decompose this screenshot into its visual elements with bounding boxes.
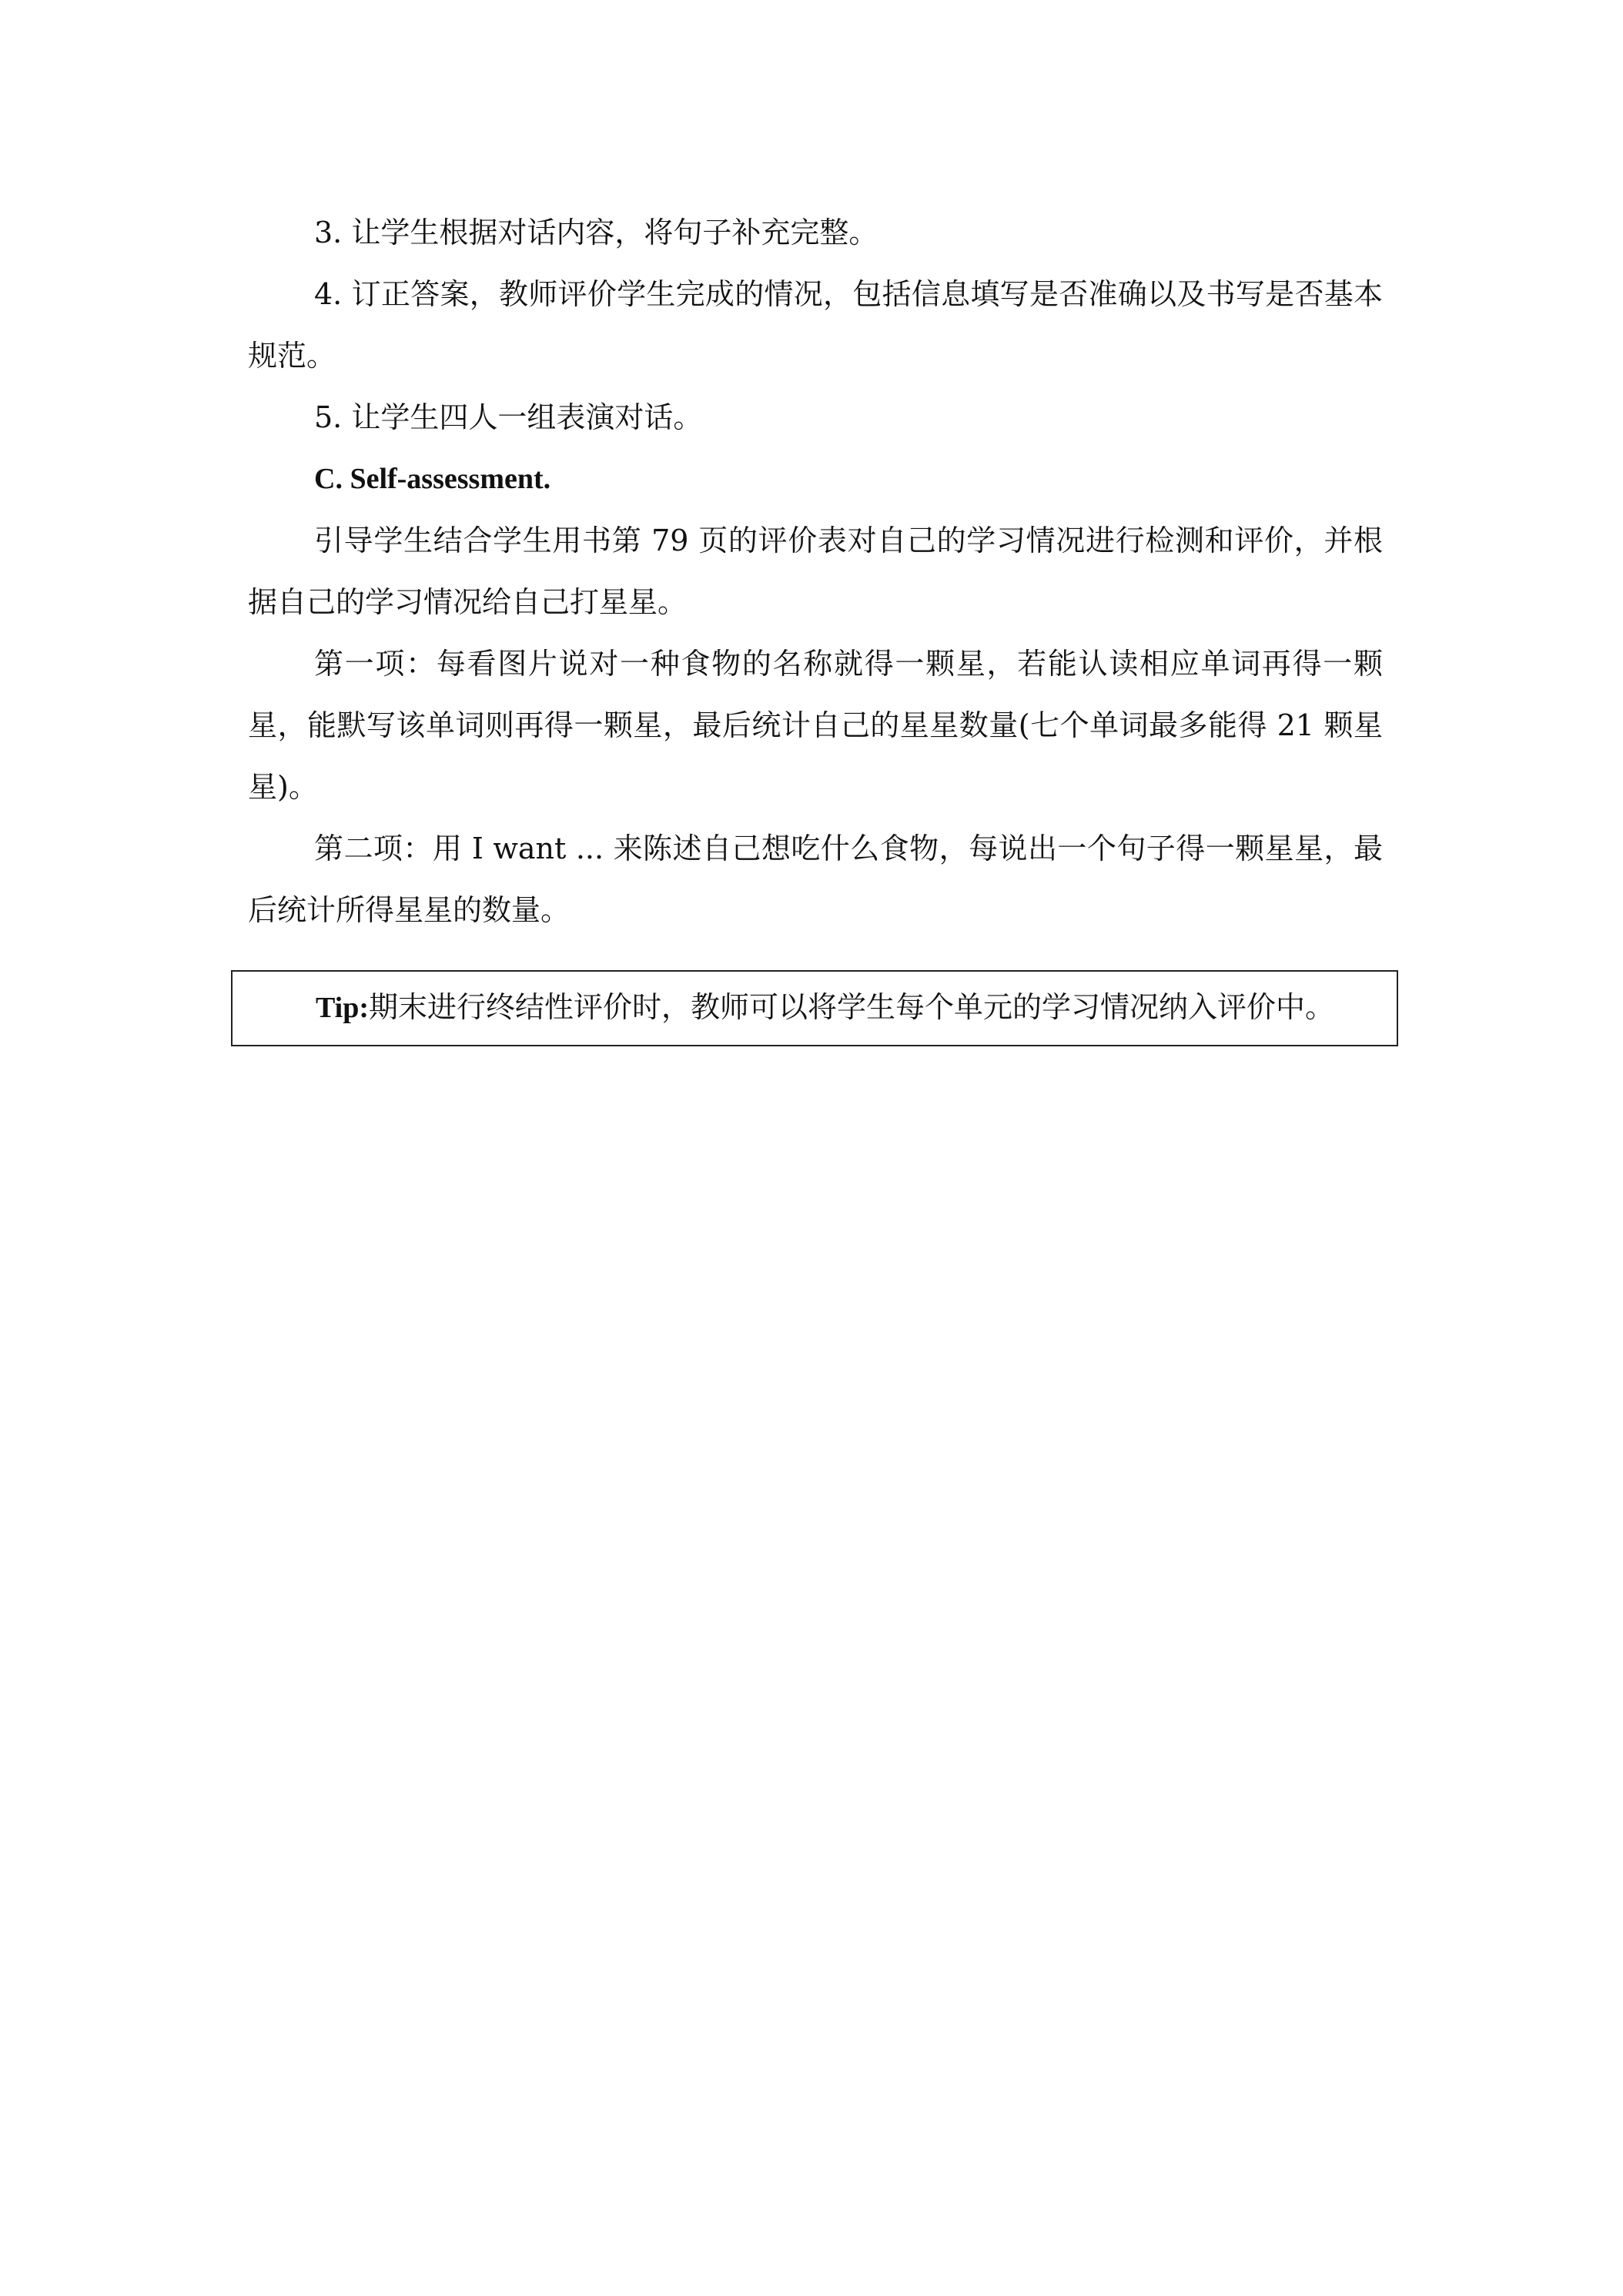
- item-two-paragraph: 第二项：用 I want ... 来陈述自己想吃什么食物，每说出一个句子得一颗星星，最后统计所得星星的数量。: [248, 832, 1383, 927]
- tip-label: Tip:: [316, 992, 370, 1024]
- tip-text: 期末进行终结性评价时，教师可以将学生每个单元的学习情况纳入评价中。: [369, 990, 1335, 1024]
- step-4-paragraph: 4. 订正答案，教师评价学生完成的情况，包括信息填写是否准确以及书写是否基本规范。: [248, 277, 1383, 373]
- document-body: [248, 202, 1383, 941]
- tip-paragraph: [249, 976, 1381, 1039]
- step-5-paragraph: 5. 让学生四人一组表演对话。: [314, 400, 703, 434]
- assessment-intro-paragraph: 引导学生结合学生用书第 79 页的评价表对自己的学习情况进行检测和评价，并根据自己的学习情况给自己打星星。: [248, 524, 1383, 619]
- tip-box: [231, 970, 1398, 1046]
- item-one-paragraph: 第一项：每看图片说对一种食物的名称就得一颗星，若能认读相应单词再得一颗星，能默写该单词则再得一颗星，最后统计自己的星星数量(七个单词最多能得 21 颗星星)。: [248, 647, 1383, 804]
- step-3-paragraph: 3. 让学生根据对话内容，将句子补充完整。: [314, 216, 878, 249]
- self-assessment-heading: C. Self-assessment.: [314, 463, 551, 495]
